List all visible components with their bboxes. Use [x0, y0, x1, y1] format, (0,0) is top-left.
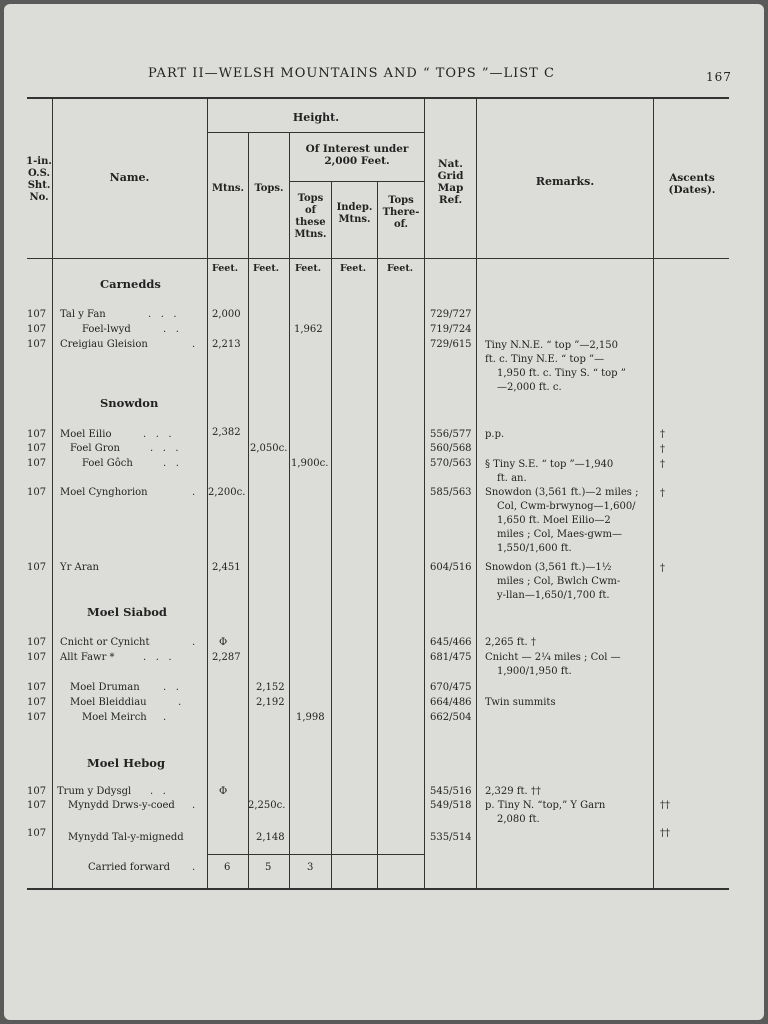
page-title: PART II—WELSH MOUNTAINS AND “ TOPS ”—LIST C	[148, 66, 555, 81]
table-bottom-rule	[27, 888, 729, 890]
header-mtns: Mtns.	[211, 183, 245, 194]
page-number: 167	[706, 70, 732, 84]
section-carnedds: Carnedds	[100, 277, 161, 291]
header-remarks: Remarks.	[535, 175, 595, 188]
feet-unit-tops: Feet.	[253, 263, 280, 274]
table-top-rule	[27, 97, 729, 99]
header-interest: Of Interest under 2,000 Feet.	[305, 143, 409, 167]
section-hebog: Moel Hebog	[87, 756, 166, 770]
header-sheet: 1-in. O.S. Sht. No.	[26, 156, 52, 203]
header-tops: Tops.	[254, 183, 284, 194]
header-ascents: Ascents (Dates).	[668, 172, 716, 196]
header-tops-thereof: Tops There- of.	[382, 195, 420, 230]
header-tops-these: Tops of these Mtns.	[294, 193, 327, 240]
col-rule-indep	[377, 181, 378, 888]
col-rule-sheet	[52, 98, 53, 888]
section-snowdon: Snowdon	[100, 396, 159, 410]
header-bottom-rule	[27, 258, 729, 259]
feet-unit-mtns: Feet.	[212, 263, 239, 274]
header-height: Height.	[292, 111, 340, 124]
height-rule	[208, 132, 424, 133]
header-grid: Nat. Grid Map Ref.	[437, 158, 464, 206]
total-rule	[208, 854, 424, 855]
col-rule-mtns	[248, 132, 249, 888]
col-rule-height	[424, 98, 425, 888]
interest-rule	[290, 181, 424, 182]
feet-unit-topsthese: Feet.	[295, 263, 322, 274]
header-indep: Indep. Mtns.	[336, 202, 373, 225]
col-rule-remarks	[653, 98, 654, 888]
col-rule-topsthese	[331, 181, 332, 888]
col-rule-tops	[289, 132, 290, 888]
feet-unit-indep: Feet.	[340, 263, 367, 274]
page-header	[0, 66, 768, 86]
header-name: Name.	[109, 171, 150, 184]
feet-unit-thereof: Feet.	[387, 263, 414, 274]
section-siabod: Moel Siabod	[87, 605, 167, 619]
col-rule-grid	[476, 98, 477, 888]
